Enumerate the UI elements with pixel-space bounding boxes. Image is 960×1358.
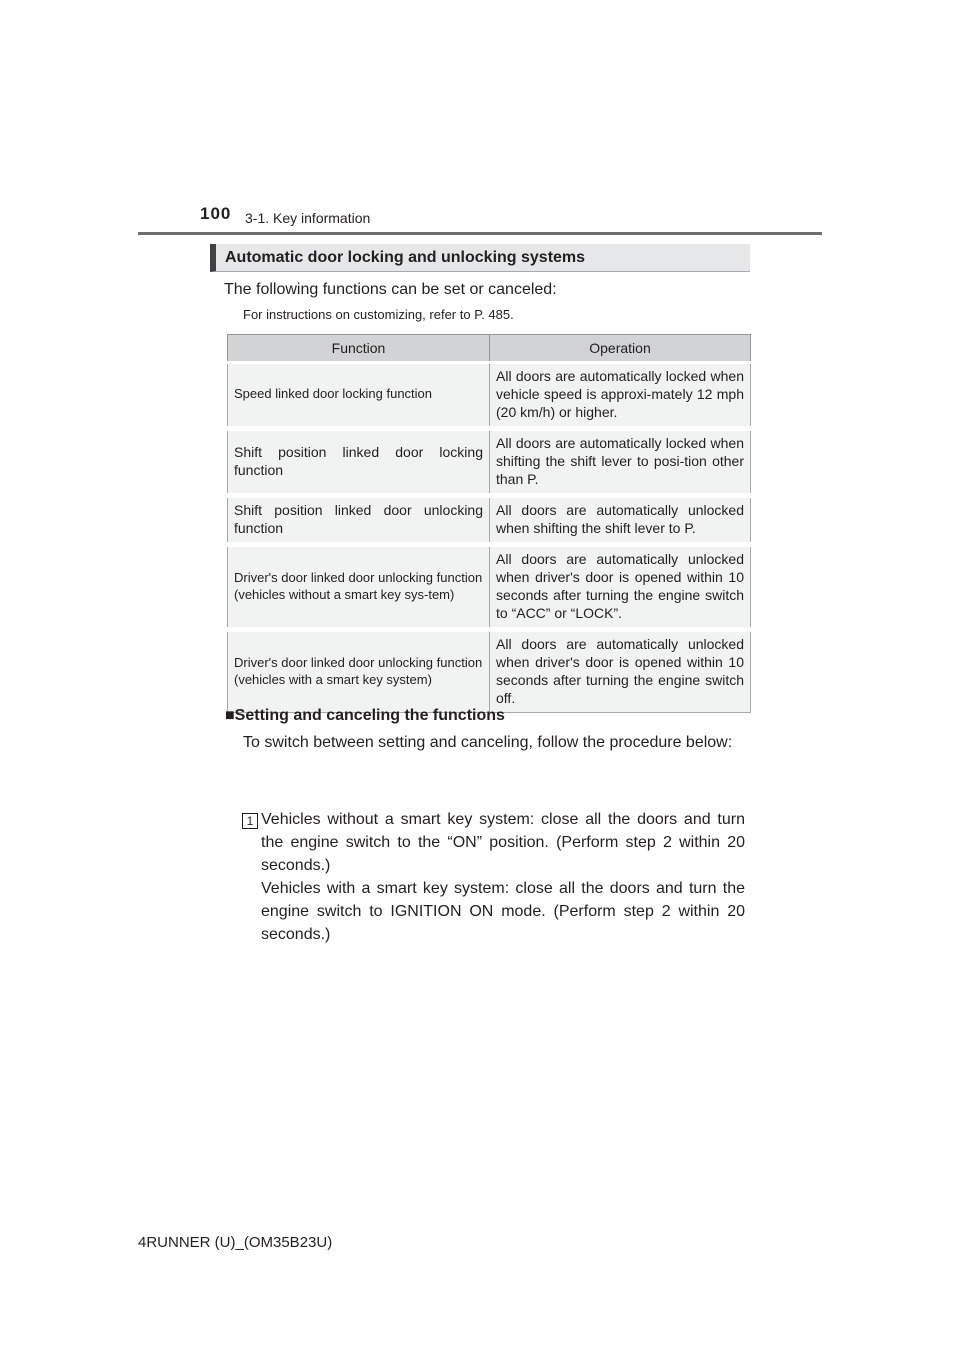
function-cell: Shift position linked door unlocking function xyxy=(228,496,490,545)
table-row xyxy=(228,429,751,496)
operation-cell: All doors are automatically locked when vehicle speed is approxi-mately 12 mph (20 km/h) or higher. xyxy=(490,363,751,429)
section-heading: Automatic door locking and unlocking systems xyxy=(210,244,750,272)
header-divider xyxy=(138,232,822,235)
operation-cell: All doors are automatically unlocked when shifting the shift lever to P. xyxy=(490,496,751,545)
table-row xyxy=(228,496,751,545)
procedure-intro: To switch between setting and canceling, follow the procedure below: xyxy=(243,734,733,751)
table-header-row xyxy=(228,335,751,363)
function-cell: Shift position linked door locking function xyxy=(228,429,490,496)
table-row xyxy=(228,363,751,429)
step1-smart-key: Vehicles with a smart key system: close all the doors and turn the engine switch to IGNITION ON mode. (Perform step 2 within 20 seconds.) xyxy=(261,880,745,943)
customizing-note: For instructions on customizing, refer to P. 485. xyxy=(243,307,514,322)
table-row xyxy=(228,630,751,713)
step1-no-smart-key: Vehicles without a smart key system: close all the doors and turn the engine switch to the “ON” position. (Perform step 2 within 20 seconds.) xyxy=(261,811,745,874)
footer-model-code: 4RUNNER (U)_(OM35B23U) xyxy=(138,1234,333,1251)
section-label: 3-1. Key information xyxy=(245,210,371,226)
intro-text: The following functions can be set or canceled: xyxy=(224,281,557,298)
function-cell: Driver's door linked door unlocking function (vehicles with a smart key system) xyxy=(228,630,490,713)
subsection-title: Setting and canceling the functions xyxy=(234,707,505,724)
column-header-function: Function xyxy=(228,335,490,363)
subsection-heading xyxy=(225,707,505,725)
table-row xyxy=(228,545,751,630)
operation-cell: All doors are automatically unlocked when driver's door is opened within 10 seconds after turning the engine switch to “ACC” or “LOCK”. xyxy=(490,545,751,630)
operation-cell: All doors are automatically locked when shifting the shift lever to posi-tion other than P. xyxy=(490,429,751,496)
operation-cell: All doors are automatically unlocked when driver's door is opened within 10 seconds after turning the engine switch off. xyxy=(490,630,751,713)
column-header-operation: Operation xyxy=(490,335,751,363)
square-bullet-icon: ■ xyxy=(225,707,235,724)
functions-table xyxy=(227,334,751,713)
function-cell: Driver's door linked door unlocking function (vehicles without a smart key sys-tem) xyxy=(228,545,490,630)
step-number-badge: 1 xyxy=(242,813,258,829)
page-number: 100 xyxy=(200,204,232,223)
function-cell: Speed linked door locking function xyxy=(228,363,490,429)
